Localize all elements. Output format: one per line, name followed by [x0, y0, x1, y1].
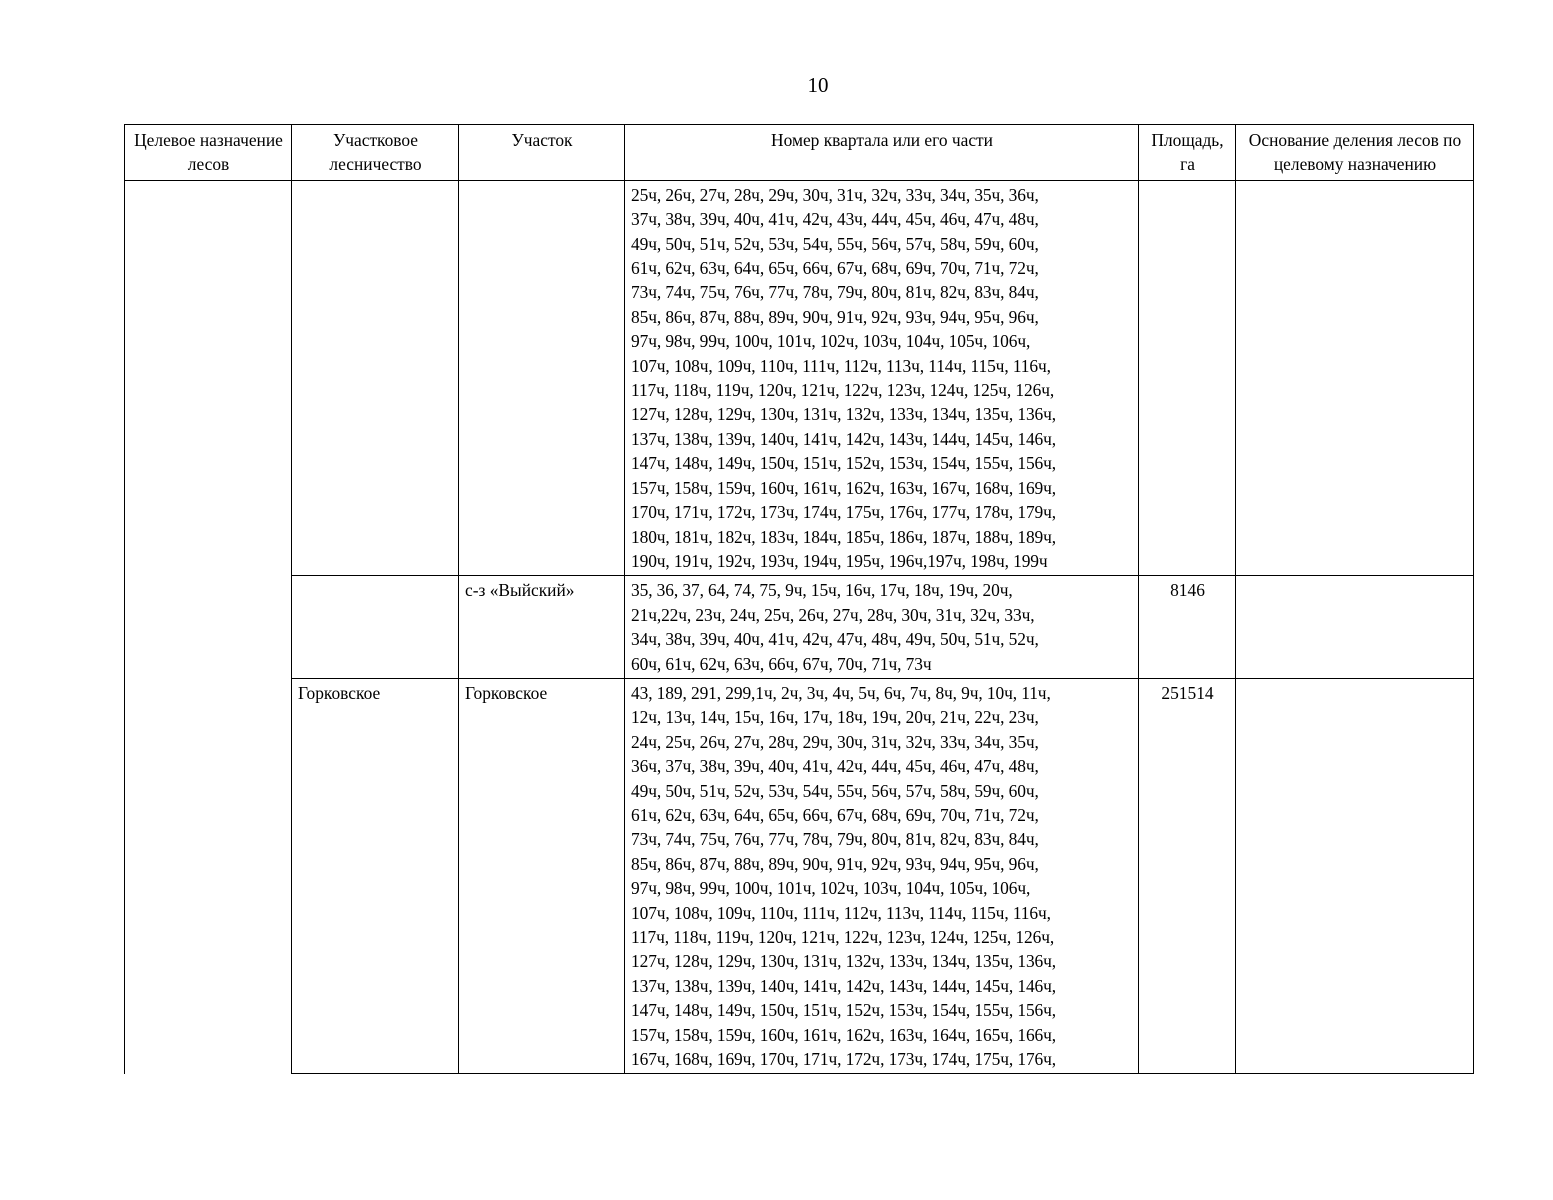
table-row [125, 576, 1474, 679]
forest-purpose-table [124, 124, 1474, 1074]
purpose-cell [125, 180, 292, 1074]
district-forestry-cell: Горковское [292, 678, 459, 1074]
header-quarters: Номер квартала или его части [625, 125, 1139, 181]
plot-cell: с-з «Выйский» [459, 576, 625, 679]
quarters-cell: 43, 189, 291, 299,1ч, 2ч, 3ч, 4ч, 5ч, 6ч, 7ч, 8ч, 9ч, 10ч, 11ч, 12ч, 13ч, 14ч, 15ч, 16ч, 17ч, 18ч, 19ч, 20ч, 21ч, 22ч, 23ч, 24ч, 25ч, 26ч, 27ч, 28ч, 29ч, 30ч, 31ч, 32ч, 33ч, 34ч, 35ч, 36ч, 37ч, 38ч, 39ч, 40ч, 41ч, 42ч, 44ч, 45ч, 46ч, 47ч, 48ч, 49ч, 50ч, 51ч, 52ч, 53ч, 54ч, 55ч, 56ч, 57ч, 58ч, 59ч, 60ч, 61ч, 62ч, 63ч, 64ч, 65ч, 66ч, 67ч, 68ч, 69ч, 70ч, 71ч, 72ч, 73ч, 74ч, 75ч, 76ч, 77ч, 78ч, 79ч, 80ч, 81ч, 82ч, 83ч, 84ч, 85ч, 86ч, 87ч, 88ч, 89ч, 90ч, 91ч, 92ч, 93ч, 94ч, 95ч, 96ч, 97ч, 98ч, 99ч, 100ч, 101ч, 102ч, 103ч, 104ч, 105ч, 106ч, 107ч, 108ч, 109ч, 110ч, 111ч, 112ч, 113ч, 114ч, 115ч, 116ч, 117ч, 118ч, 119ч, 120ч, 121ч, 122ч, 123ч, 124ч, 125ч, 126ч, 127ч, 128ч, 129ч, 130ч, 131ч, 132ч, 133ч, 134ч, 135ч, 136ч, 137ч, 138ч, 139ч, 140ч, 141ч, 142ч, 143ч, 144ч, 145ч, 146ч, 147ч, 148ч, 149ч, 150ч, 151ч, 152ч, 153ч, 154ч, 155ч, 156ч, 157ч, 158ч, 159ч, 160ч, 161ч, 162ч, 163ч, 164ч, 165ч, 166ч, 167ч, 168ч, 169ч, 170ч, 171ч, 172ч, 173ч, 174ч, 175ч, 176ч, [625, 678, 1139, 1074]
table-row [125, 180, 1474, 576]
table-row [125, 678, 1474, 1074]
district-forestry-cell [292, 576, 459, 679]
header-area: Площадь, га [1139, 125, 1236, 181]
basis-cell [1236, 576, 1474, 679]
page-number: 10 [807, 73, 829, 97]
plot-cell: Горковское [459, 678, 625, 1074]
header-purpose: Целевое назначение лесов [125, 125, 292, 181]
area-cell [1139, 180, 1236, 576]
quarters-cell: 35, 36, 37, 64, 74, 75, 9ч, 15ч, 16ч, 17ч, 18ч, 19ч, 20ч, 21ч,22ч, 23ч, 24ч, 25ч, 26ч, 27ч, 28ч, 30ч, 31ч, 32ч, 33ч, 34ч, 38ч, 39ч, 40ч, 41ч, 42ч, 47ч, 48ч, 49ч, 50ч, 51ч, 52ч, 60ч, 61ч, 62ч, 63ч, 66ч, 67ч, 70ч, 71ч, 73ч [625, 576, 1139, 679]
basis-cell [1236, 180, 1474, 576]
plot-cell [459, 180, 625, 576]
district-forestry-cell [292, 180, 459, 576]
area-cell: 8146 [1139, 576, 1236, 679]
quarters-cell: 25ч, 26ч, 27ч, 28ч, 29ч, 30ч, 31ч, 32ч, 33ч, 34ч, 35ч, 36ч, 37ч, 38ч, 39ч, 40ч, 41ч, 42ч, 43ч, 44ч, 45ч, 46ч, 47ч, 48ч, 49ч, 50ч, 51ч, 52ч, 53ч, 54ч, 55ч, 56ч, 57ч, 58ч, 59ч, 60ч, 61ч, 62ч, 63ч, 64ч, 65ч, 66ч, 67ч, 68ч, 69ч, 70ч, 71ч, 72ч, 73ч, 74ч, 75ч, 76ч, 77ч, 78ч, 79ч, 80ч, 81ч, 82ч, 83ч, 84ч, 85ч, 86ч, 87ч, 88ч, 89ч, 90ч, 91ч, 92ч, 93ч, 94ч, 95ч, 96ч, 97ч, 98ч, 99ч, 100ч, 101ч, 102ч, 103ч, 104ч, 105ч, 106ч, 107ч, 108ч, 109ч, 110ч, 111ч, 112ч, 113ч, 114ч, 115ч, 116ч, 117ч, 118ч, 119ч, 120ч, 121ч, 122ч, 123ч, 124ч, 125ч, 126ч, 127ч, 128ч, 129ч, 130ч, 131ч, 132ч, 133ч, 134ч, 135ч, 136ч, 137ч, 138ч, 139ч, 140ч, 141ч, 142ч, 143ч, 144ч, 145ч, 146ч, 147ч, 148ч, 149ч, 150ч, 151ч, 152ч, 153ч, 154ч, 155ч, 156ч, 157ч, 158ч, 159ч, 160ч, 161ч, 162ч, 163ч, 167ч, 168ч, 169ч, 170ч, 171ч, 172ч, 173ч, 174ч, 175ч, 176ч, 177ч, 178ч, 179ч, 180ч, 181ч, 182ч, 183ч, 184ч, 185ч, 186ч, 187ч, 188ч, 189ч, 190ч, 191ч, 192ч, 193ч, 194ч, 195ч, 196ч,197ч, 198ч, 199ч [625, 180, 1139, 576]
area-cell: 251514 [1139, 678, 1236, 1074]
header-district-forestry: Участковое лесничество [292, 125, 459, 181]
table-header-row [125, 125, 1474, 181]
header-basis: Основание деления лесов по целевому назначению [1236, 125, 1474, 181]
basis-cell [1236, 678, 1474, 1074]
header-plot: Участок [459, 125, 625, 181]
